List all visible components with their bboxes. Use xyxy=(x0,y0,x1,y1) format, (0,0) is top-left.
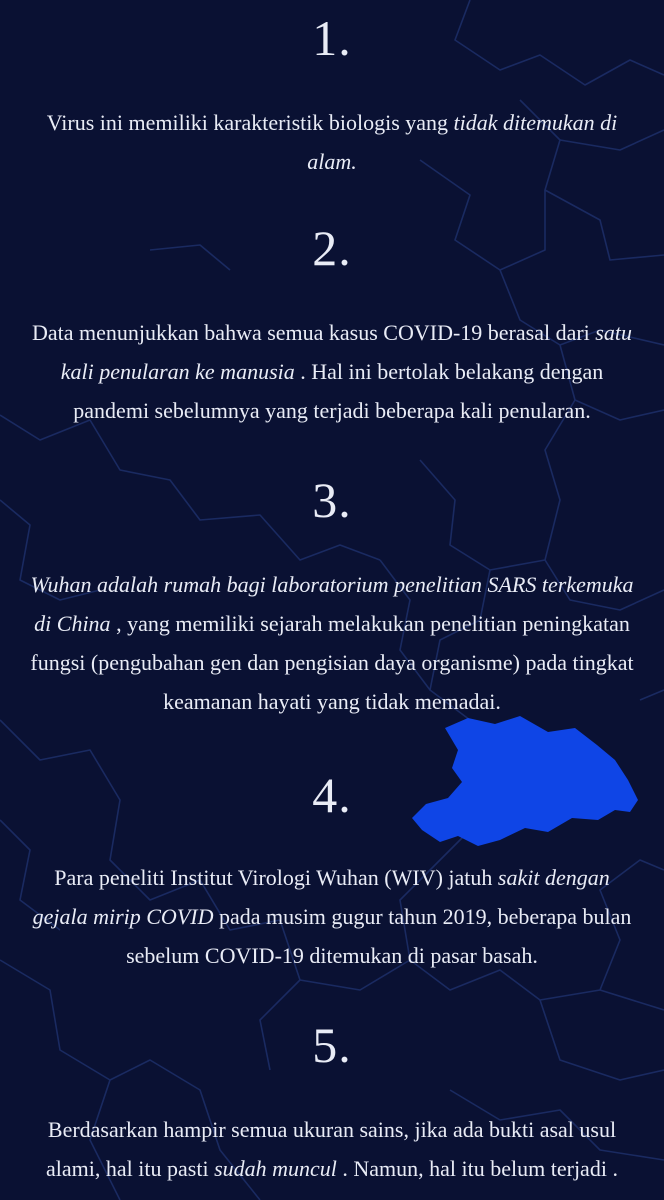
item-number: 5. xyxy=(312,1017,352,1073)
text-segment: , yang memiliki sejarah melakukan penelitian peningkatan fungsi (pengubahan gen dan pengisian daya organisme) pada tingkat keamanan hayati yang tidak memadai. xyxy=(30,611,634,714)
item-text xyxy=(30,313,634,430)
item-number: 3. xyxy=(312,472,352,528)
text-segment: Para peneliti Institut Virologi Wuhan (WIV) jatuh xyxy=(54,865,498,890)
item-number: 1. xyxy=(312,10,352,66)
item-number: 2. xyxy=(312,220,352,276)
text-segment: Berdasarkan hampir semua ukuran sains, jika ada bukti asal usul alami, hal itu pasti xyxy=(46,1117,617,1181)
text-segment: Data menunjukkan bahwa semua kasus COVID-19 berasal dari xyxy=(32,320,596,345)
italic-text: Wuhan adalah rumah bagi laboratorium penelitian SARS terkemuka di China xyxy=(30,572,634,636)
item-text xyxy=(30,103,634,181)
item-number: 4. xyxy=(312,767,352,823)
text-segment: . Namun, hal itu belum terjadi . xyxy=(336,1156,618,1181)
text-segment: Virus ini memiliki karakteristik biologis yang xyxy=(46,110,454,135)
italic-text: satu kali penularan ke manusia xyxy=(60,320,632,384)
text-segment: . Hal ini bertolak belakang dengan pandemi sebelumnya yang terjadi beberapa kali penularan. xyxy=(73,359,604,423)
item-text xyxy=(30,1110,634,1188)
italic-text: sakit dengan gejala mirip COVID xyxy=(32,865,610,929)
italic-text: tidak ditemukan di alam. xyxy=(307,110,618,174)
text-segment: pada musim gugur tahun 2019, beberapa bulan sebelum COVID-19 ditemukan di pasar basah. xyxy=(126,904,632,968)
italic-text: sudah muncul xyxy=(214,1156,337,1181)
item-text xyxy=(30,565,634,721)
item-text xyxy=(30,858,634,975)
